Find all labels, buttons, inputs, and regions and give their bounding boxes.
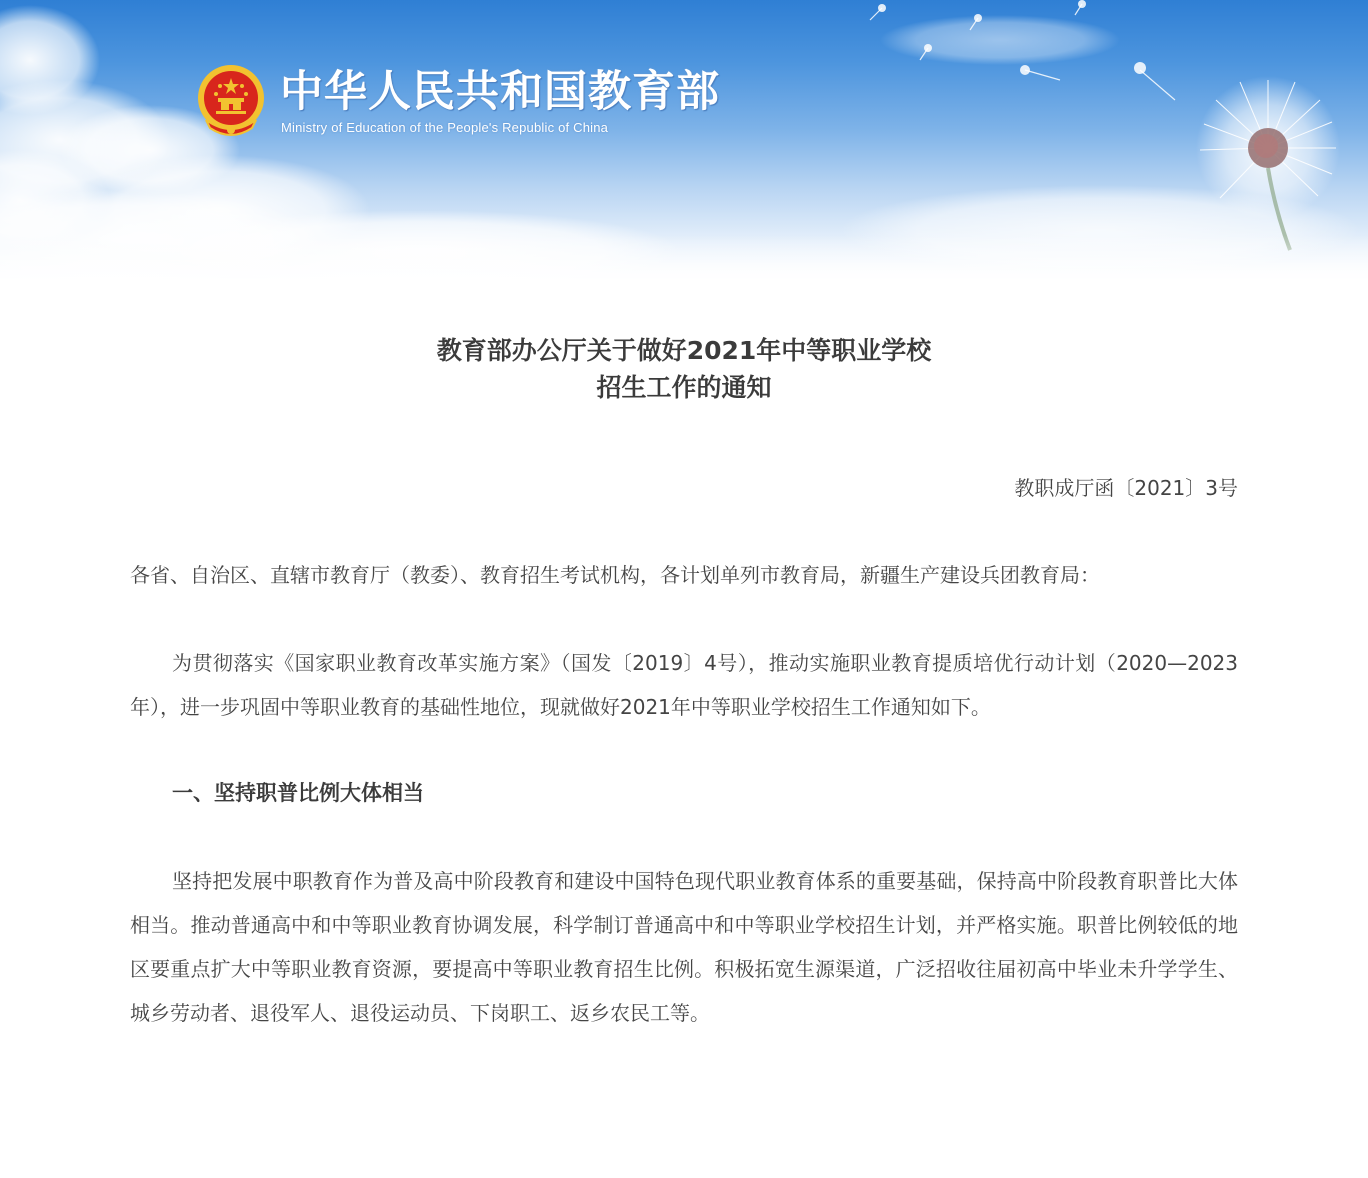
document-number: 教职成厅函〔2021〕3号 — [1014, 476, 1238, 500]
section-paragraph-1: 坚持把发展中职教育作为普及高中阶段教育和建设中国特色现代职业教育体系的重要基础，保持高中阶段教育职普比大体相当。推动普通高中和中等职业教育协调发展，科学制订普通高中和中等职业学校招生计划，并严格实施。职普比例较低的地区要重点扩大中等职业教育资源，要提高中等职业教育招生比例。积极拓宽生源渠道，广泛招收往届初高中毕业未升学学生、城乡劳动者、退役军人、退役运动员、下岗职工、返乡农民工等。 — [130, 869, 1238, 1025]
ministry-name-en: Ministry of Education of the People's Republic of China — [281, 120, 609, 135]
national-emblem-icon — [196, 64, 266, 140]
ministry-banner — [0, 0, 1368, 285]
section-heading-1: 一、坚持职普比例大体相当 — [172, 781, 424, 805]
sky-clouds-dandelion-illustration — [0, 0, 1368, 285]
document-title-line-2: 招生工作的通知 — [596, 373, 772, 402]
salutation: 各省、自治区、直辖市教育厅（教委）、教育招生考试机构，各计划单列市教育局，新疆生产建设兵团教育局： — [130, 563, 1100, 587]
document-title — [0, 332, 1368, 406]
ministry-name-cn: 中华人民共和国教育部 — [280, 67, 720, 117]
intro-paragraph: 为贯彻落实《国家职业教育改革实施方案》（国发〔2019〕4号），推动实施职业教育提质培优行动计划（2020—2023年），进一步巩固中等职业教育的基础性地位，现就做好2021年中等职业学校招生工作通知如下。 — [130, 651, 1238, 719]
document-title-line-1: 教育部办公厅关于做好2021年中等职业学校 — [436, 336, 932, 365]
